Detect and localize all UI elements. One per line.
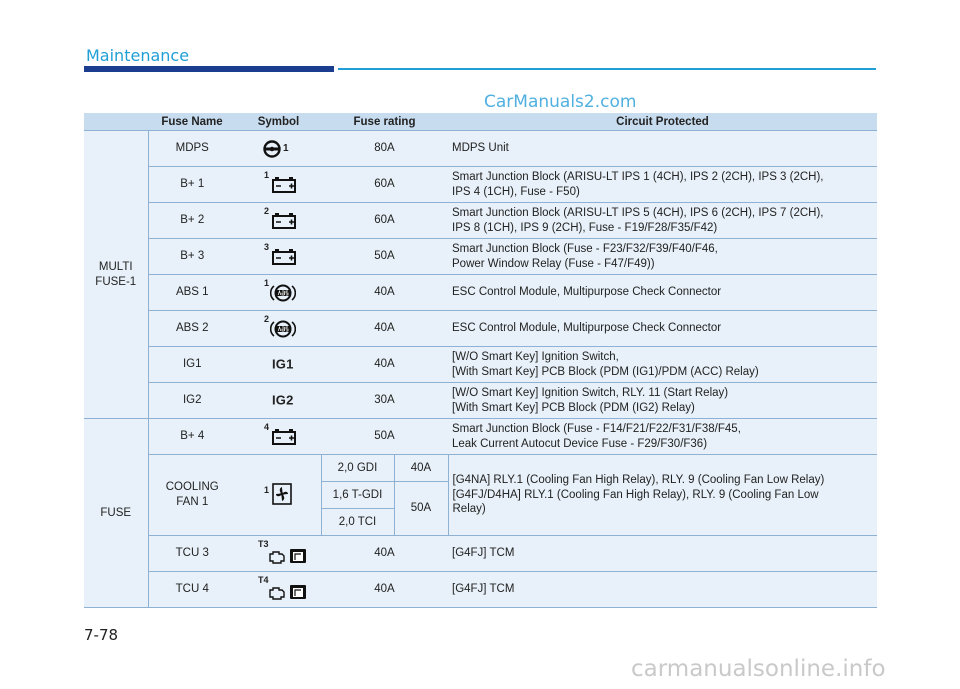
group-label-multi-fuse: MULTI FUSE-1 — [84, 131, 148, 419]
page-number: 7-78 — [84, 626, 119, 644]
symbol-cell — [236, 419, 321, 455]
table-row — [84, 572, 877, 608]
fuse-rating: 50A — [321, 239, 448, 275]
ig1-symbol: IG1 — [272, 356, 294, 372]
engine-variant: 2,0 GDI — [321, 455, 394, 482]
symbol-number: 2 — [264, 206, 270, 216]
table-header-row — [84, 113, 877, 131]
abs-icon — [270, 319, 296, 339]
fuse-rating: 40A — [321, 536, 448, 572]
symbol-cell — [236, 347, 321, 383]
symbol-number: 4 — [264, 422, 270, 432]
symbol-cell — [236, 383, 321, 419]
table-row — [84, 311, 877, 347]
fuse-name: B+ 4 — [148, 419, 236, 455]
battery-icon — [272, 213, 296, 229]
column-header-fuse-rating: Fuse rating — [321, 113, 448, 131]
circuit-protected: [G4FJ] TCM — [448, 572, 877, 608]
fuse-rating: 60A — [321, 167, 448, 203]
circuit-protected: ESC Control Module, Multipurpose Check Connector — [448, 275, 877, 311]
circuit-protected: [W/O Smart Key] Ignition Switch, RLY. 11 (Start Relay) [With Smart Key] PCB Block (PDM (IG2) Relay) — [448, 383, 877, 419]
fuse-rating: 60A — [321, 203, 448, 239]
watermark-top: CarManuals2.com — [484, 92, 637, 112]
symbol-number: 2 — [264, 314, 270, 324]
fuse-rating: 80A — [321, 131, 448, 167]
table-row — [84, 455, 877, 482]
symbol-number: T3 — [258, 539, 269, 549]
symbol-number: 3 — [264, 242, 270, 252]
fuse-rating: 50A — [394, 482, 448, 536]
column-header-circuit-protected: Circuit Protected — [448, 113, 877, 131]
table-row — [84, 203, 877, 239]
fuse-name: B+ 3 — [148, 239, 236, 275]
watermark-bottom: carmanualsonline.info — [631, 656, 886, 682]
fuse-rating: 40A — [321, 572, 448, 608]
symbol-number: 1 — [264, 485, 270, 495]
fuse-name: B+ 2 — [148, 203, 236, 239]
header-rule-light — [338, 68, 876, 70]
steering-wheel-icon — [262, 140, 282, 158]
cooling-fan-icon — [272, 483, 292, 505]
table-row — [84, 536, 877, 572]
fuse-rating: 30A — [321, 383, 448, 419]
symbol-cell — [236, 203, 321, 239]
circuit-protected: [G4FJ] TCM — [448, 536, 877, 572]
fuse-rating: 50A — [321, 419, 448, 455]
section-title: Maintenance — [86, 46, 190, 65]
table-row — [84, 167, 877, 203]
symbol-number: T4 — [258, 575, 269, 585]
circuit-protected: ESC Control Module, Multipurpose Check Connector — [448, 311, 877, 347]
ig2-symbol: IG2 — [272, 392, 294, 408]
fuse-rating: 40A — [321, 275, 448, 311]
battery-icon — [272, 177, 296, 193]
engine-transmission-icon — [268, 583, 308, 601]
engine-variant: 1,6 T-GDI — [321, 482, 394, 509]
symbol-number: 1 — [264, 278, 270, 288]
abs-icon — [270, 283, 296, 303]
circuit-protected: [W/O Smart Key] Ignition Switch, [With Smart Key] PCB Block (PDM (IG1)/PDM (ACC) Relay) — [448, 347, 877, 383]
circuit-protected: Smart Junction Block (ARISU-LT IPS 1 (4CH), IPS 2 (2CH), IPS 3 (2CH), IPS 4 (1CH), Fuse - F50) — [448, 167, 877, 203]
symbol-number: 1 — [264, 170, 270, 180]
fuse-name: B+ 1 — [148, 167, 236, 203]
fuse-name: ABS 1 — [148, 275, 236, 311]
fuse-name: IG1 — [148, 347, 236, 383]
battery-icon — [272, 249, 296, 265]
table-row — [84, 383, 877, 419]
column-header-group — [84, 113, 148, 131]
column-header-fuse-name: Fuse Name — [148, 113, 236, 131]
battery-icon — [272, 429, 296, 445]
table-row — [84, 419, 877, 455]
table-row — [84, 131, 877, 167]
fuse-rating: 40A — [321, 347, 448, 383]
circuit-protected: [G4NA] RLY.1 (Cooling Fan High Relay), RLY. 9 (Cooling Fan Low Relay) [G4FJ/D4HA] RLY.1 (Cooling Fan High Relay), RLY. 9 (Cooling Fan Low Relay) — [448, 455, 877, 536]
symbol-cell — [236, 167, 321, 203]
fuse-rating: 40A — [394, 455, 448, 482]
symbol-number: 1 — [283, 143, 289, 154]
table-row — [84, 347, 877, 383]
table-row — [84, 275, 877, 311]
symbol-cell — [236, 572, 321, 608]
fuse-rating: 40A — [321, 311, 448, 347]
fuse-name: COOLING FAN 1 — [148, 455, 236, 536]
engine-transmission-icon — [268, 547, 308, 565]
circuit-protected: MDPS Unit — [448, 131, 877, 167]
fuse-name: MDPS — [148, 131, 236, 167]
circuit-protected: Smart Junction Block (Fuse - F14/F21/F22/F31/F38/F45, Leak Current Autocut Device Fuse - F29/F30/F36) — [448, 419, 877, 455]
symbol-cell — [236, 275, 321, 311]
fuse-name: TCU 3 — [148, 536, 236, 572]
symbol-cell — [236, 239, 321, 275]
column-header-symbol: Symbol — [236, 113, 321, 131]
fuse-name: TCU 4 — [148, 572, 236, 608]
symbol-cell — [236, 536, 321, 572]
circuit-protected: Smart Junction Block (ARISU-LT IPS 5 (4CH), IPS 6 (2CH), IPS 7 (2CH), IPS 8 (1CH), IPS 9 (2CH), Fuse - F19/F28/F35/F42) — [448, 203, 877, 239]
engine-variant: 2,0 TCI — [321, 509, 394, 536]
header-rule-dark — [84, 66, 334, 72]
symbol-cell — [236, 455, 321, 536]
symbol-cell — [236, 131, 321, 167]
fuse-name: IG2 — [148, 383, 236, 419]
fuse-name: ABS 2 — [148, 311, 236, 347]
table-row — [84, 239, 877, 275]
fuse-table — [84, 113, 877, 608]
symbol-cell — [236, 311, 321, 347]
circuit-protected: Smart Junction Block (Fuse - F23/F32/F39/F40/F46, Power Window Relay (Fuse - F47/F49)) — [448, 239, 877, 275]
group-label-fuse: FUSE — [84, 419, 148, 608]
